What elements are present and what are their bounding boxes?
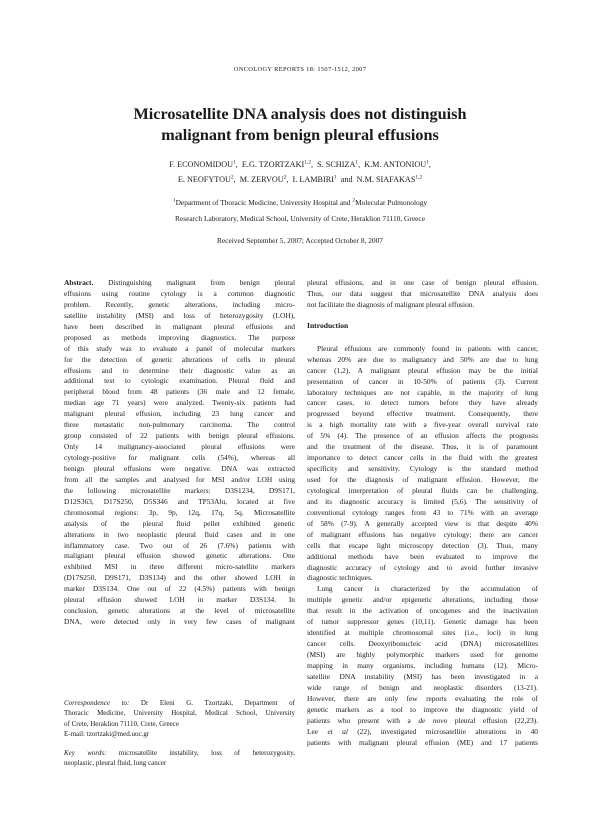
text-line: DNA, were detected only in very few cases of malignant xyxy=(64,617,295,627)
title-line-2: malignant from benign pleural effusions xyxy=(161,126,439,144)
author-list xyxy=(60,157,540,187)
author-name: E. NEOFYTOU xyxy=(177,175,231,184)
text-line: benign pleural effusions were negative. DNA was extracted xyxy=(64,463,295,473)
text-line: Lee et al (22), investigated microsatellite alterations in 40 xyxy=(307,726,538,736)
text-line: identified at multiple chromosomal sites (i.e., loci) in lung xyxy=(307,628,538,638)
author-line-2: E. NEOFYTOU$^2$, M. ZERVOU$^2$, I. LAMBIRI$^1$ and N.M. SIAFAKAS$^{1,2}$ xyxy=(177,174,423,184)
text-line: median age 71 years) were analyzed. Twenty-six patients had xyxy=(64,398,295,408)
text-line: of 58% (7-9). A generally accepted view is that despite 40% xyxy=(307,518,538,528)
abstract-label: Abstract. xyxy=(64,278,94,287)
text-line: importance to detect cancer cells in the fluid with the greatest xyxy=(307,453,538,463)
text-line: (MSI) are highly polymorphic markers used for genome xyxy=(307,650,538,659)
text-line: the following microsatellite markers: D3S1234, D9S171, xyxy=(64,485,295,495)
author-sup: 1 xyxy=(355,159,359,166)
article-title xyxy=(60,104,540,146)
author-sup: 1,2 xyxy=(304,159,311,166)
text-line: progressed beyond effective treatment. Consequently, there xyxy=(307,409,538,419)
text-line: of Crete, Heraklion 71110, Crete, Greece xyxy=(64,719,179,728)
text-line: (D17S250, D9S171, D3S134) and the other showed LOH in xyxy=(64,573,295,583)
text-line: malignant pleural effusion showed genetic alterations. One xyxy=(64,551,295,561)
text-line: cancer (1,2). A malignant pleural effusion may be the initial xyxy=(307,365,538,375)
affiliations xyxy=(60,195,540,226)
text-line: diagnostic techniques. xyxy=(307,573,373,583)
author-and: and xyxy=(340,175,353,184)
author-sup: 1 xyxy=(233,159,236,166)
text-line: conventional cytology ranges from 43 to 71% with an average xyxy=(307,507,538,517)
author-name: S. SCHIZA xyxy=(317,160,356,169)
title-line-1: Microsatellite DNA analysis does not distinguish xyxy=(133,105,467,123)
author-name: F. ECONOMIDOU xyxy=(169,160,234,169)
text-line: have been described in malignant pleural effusions and xyxy=(64,321,295,331)
italic-term: de novo xyxy=(418,715,448,725)
text-line: specificity and sensitivity. Cytology is the standard method xyxy=(307,464,538,474)
author-name: N.M. SIAFAKAS xyxy=(356,175,416,184)
text-line: marker D3S134. One out of 22 (4.5%) patients with benign xyxy=(64,584,295,594)
text-line: Only 14 malignancy-associated pleural effusions were xyxy=(64,442,295,452)
email-line: E-mail: tzortzaki@med.uoc.gr xyxy=(64,730,150,739)
affiliation-text: Department of Thoracic Medicine, University Hospital and xyxy=(175,198,353,207)
affiliation-text: Molecular Pulmonology xyxy=(355,198,428,207)
text-line: and the treatment of the disease. Thus, it is of paramount xyxy=(307,442,538,452)
text-line: multiple genetic and/or epigenetic alterations, including those xyxy=(307,595,538,605)
text-line: Lung cancer is characterized by the accumulation of xyxy=(317,584,538,594)
introduction-heading: Introduction xyxy=(307,320,349,330)
author-sup: 1 xyxy=(426,159,429,166)
text-line: of this study was to evaluate a panel of molecular markers xyxy=(64,343,295,353)
text-line: However, there are only few reports evaluating the role of xyxy=(307,693,538,703)
author-sup: 1 xyxy=(333,174,337,181)
text-line: and its diagnostic accuracy is limited (5,6). The sensitivity of xyxy=(307,496,538,506)
text-line: Key words: microsatellite instability, loss of heterozygosity, xyxy=(64,749,295,757)
text-line: three metastatic non-pulmonary carcinoma. The control xyxy=(64,420,295,430)
text-line: patients with malignant pleural effusion (ME) and 17 patients xyxy=(307,737,538,747)
abstract-continuation xyxy=(307,278,538,311)
keywords-note xyxy=(64,748,295,769)
text-line: analysis of the pleural fluid pellet exhibited genetic xyxy=(64,518,295,528)
author-sup: 2 xyxy=(230,174,234,181)
text-line: patients who present with a de novo pleural effusion (22,23). xyxy=(307,715,538,725)
author-name: E.G. TZORTZAKI xyxy=(241,160,305,169)
text-line: inflammatory case. Two out of 26 (7.6%) patients with xyxy=(64,540,295,550)
introduction-paragraph-2 xyxy=(307,584,538,715)
text-line: wide range of benign and neoplastic disorders (13-21). xyxy=(307,682,538,692)
text-line: problem. Recently, genetic alterations, including micro- xyxy=(64,299,295,309)
affiliation-line-1 xyxy=(60,195,540,211)
text-line: of 5% (4). The presence of an effusion affects the prognosis xyxy=(307,431,538,441)
text-line: cancer cases, to detect tumors before they have already xyxy=(307,398,538,408)
text-line: conclusion, genetic alterations at the level of microsatellite xyxy=(64,606,295,616)
affiliation-line-2: Research Laboratory, Medical School, University of Crete, Heraklion 71110, Greece xyxy=(175,213,425,223)
author-line-1: F. ECONOMIDOU$^1$, E.G. TZORTZAKI$^{1,2}$, S. SCHIZA$^1$, K.M. ANTONIOU$^1$, xyxy=(169,159,431,169)
text-line: D12S363, D17S250, D5S346 and TP53Alu, located at five xyxy=(64,496,295,506)
running-head: ONCOLOGY REPORTS 18: 1507-1512, 2007 xyxy=(233,66,367,73)
text-line: malignant pleural effusion, including 23 lung cancer and xyxy=(64,409,295,419)
text-line: exhibited MSI in three different micro-satellite markers xyxy=(64,562,295,572)
text-line: Correspondence to: Dr Eleni G. Tzortzaki, Department of xyxy=(64,699,295,707)
abstract-column xyxy=(64,278,295,628)
text-line: cytological interpretation of pleural fluids can be challenging, xyxy=(307,485,538,495)
text-line: Abstract. Distinguishing malignant from benign pleural xyxy=(64,278,295,287)
text-line: satellite instability (MSI) and loss of heterozygosity (LOH), xyxy=(64,310,295,320)
text-line: group consisted of 22 patients with benign pleural effusions. xyxy=(64,431,295,441)
text-line: pleural effusions, and in one case of benign pleural effusion. xyxy=(307,278,538,287)
text-line: Thus, our data suggest that microsatellite DNA analysis does xyxy=(307,288,538,298)
text-line: used for the diagnosis of malignant effusion. However, the xyxy=(307,475,538,484)
text-line: additional methods have been evaluated to improve the xyxy=(307,551,538,561)
text-line: additional test to cytologic examination. Pleural fluid and xyxy=(64,376,295,386)
author-name: M. ZERVOU xyxy=(239,175,284,184)
text-line: neoplastic, pleural fluid, lung cancer xyxy=(64,759,167,768)
text-line: chromosomal regions: 3p, 9p, 12q, 17q, 5q. Microsatellite xyxy=(64,507,295,517)
text-line: that result in the activation of oncogenes and the inactivation xyxy=(307,606,538,616)
text-line: presentation of cancer in 10-50% of patients (3). Current xyxy=(307,376,538,386)
text-line: satellite DNA instability (MSI) has been investigated in a xyxy=(307,671,538,681)
text-line: effusions using routine cytology is a common diagnostic xyxy=(64,288,295,298)
text-line: laboratory techniques are not capable, in the majority of lung xyxy=(307,387,538,397)
affiliation-sup: 1 xyxy=(172,197,176,204)
text-line: for the detection of genetic alterations of cells in pleural xyxy=(64,354,295,364)
text-line: effusions and to determine their diagnostic value as an xyxy=(64,365,295,375)
text-line: not facilitate the diagnosis of malignant pleural effusion. xyxy=(307,299,475,309)
correspondence-label: Correspondence to: xyxy=(64,699,130,707)
text-line: peripheral blood from 48 patients (36 male and 12 female, xyxy=(64,387,295,397)
text-line: mapping in many organisms, including humans (12). Micro- xyxy=(307,660,538,670)
italic-term: et al xyxy=(327,726,348,736)
text-line: cancer cells. Deoxyribonucleic acid (DNA) microsatellites xyxy=(307,639,538,649)
text-line: of malignant effusions has negative cytology; there are cancer xyxy=(307,529,538,539)
text-line: diagnostic accuracy of cytology and to avoid further invasive xyxy=(307,562,538,572)
text-line: Thoracic Medicine, University Hospital, Medical School, University xyxy=(64,709,295,718)
text-line: proposed as methods improving diagnostics. The purpose xyxy=(64,332,295,342)
text-line: genetic markers as a tool to improve the diagnostic yield of xyxy=(307,704,538,714)
author-name: K.M. ANTONIOU xyxy=(364,160,427,169)
abstract-body xyxy=(64,278,295,628)
received-accepted-dates: Received September 5, 2007; Accepted October 8, 2007 xyxy=(216,236,384,245)
author-name: I. LAMBIRI xyxy=(292,175,334,184)
author-sup: 2 xyxy=(283,174,287,181)
text-line: is a high mortality rate with a five-year overall survival rate xyxy=(307,420,538,430)
affiliation-sup: 2 xyxy=(352,197,356,204)
text-line: pleural effusion showed LOH in marker D3S134. In xyxy=(64,595,295,605)
text-line: cells that escape light microscopy detection (3). Thus, many xyxy=(307,540,538,550)
text-line: alterations in two neoplastic pleural fluid cases and in one xyxy=(64,529,295,539)
text-line: Pleural effusions are commonly found in patients with cancer, xyxy=(317,343,538,353)
introduction-paragraph-1 xyxy=(307,344,538,585)
text-line: whereas 20% are due to malignancy and 50% are due to lung xyxy=(307,354,538,364)
author-sup: 1,2 xyxy=(415,174,423,181)
right-column xyxy=(307,278,538,748)
text-line: of tumor suppressor genes (10,11). Genetic damage has been xyxy=(307,617,538,627)
keywords-label: Key words: xyxy=(64,749,107,757)
text-line: from all the samples and analysed for MSI and/or LOH using xyxy=(64,474,295,484)
correspondence-note xyxy=(64,698,295,740)
text-line: cytology-positive for malignant cells (54%), whereas all xyxy=(64,453,295,462)
